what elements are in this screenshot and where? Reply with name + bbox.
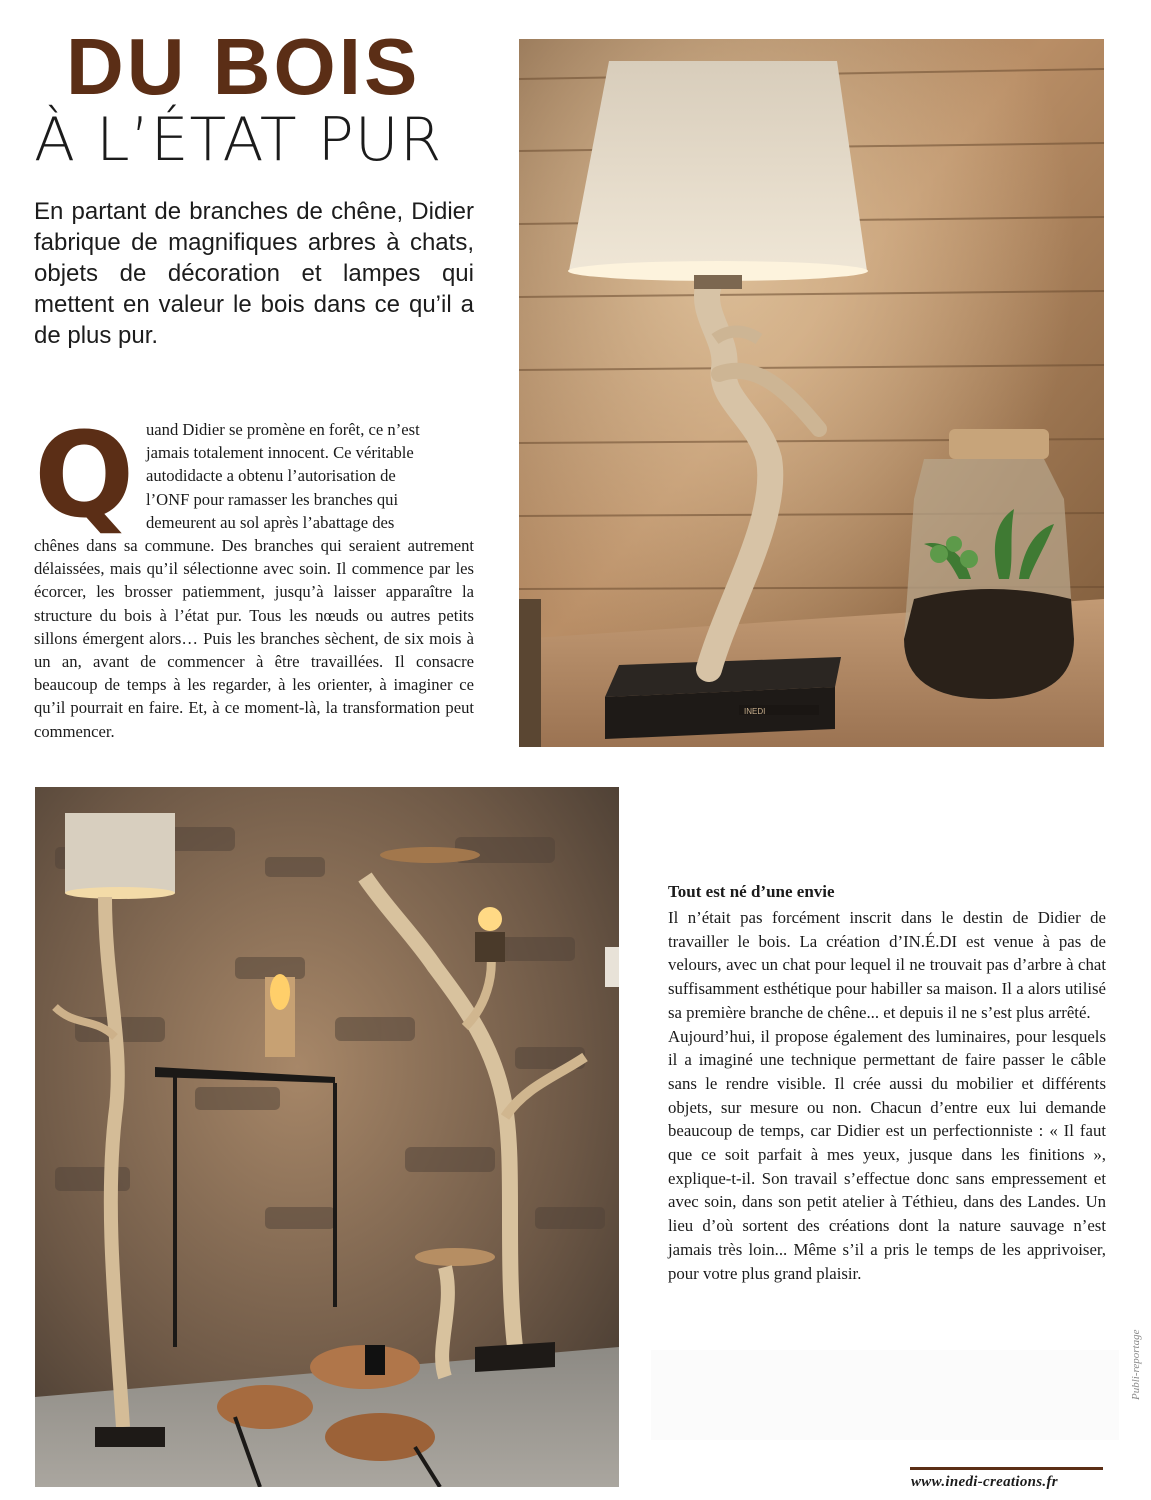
faded-block [651,1350,1119,1440]
paragraph: Il n’était pas forcément inscrit dans le destin de Didier de travailler le bois. La création d’IN.É.DI est venue à pas de velours, avec un chat pour lequel il ne trouvait pas d’arbre à chat suffisamment esthétique pour habiller sa maison. Il a alors utilisé sa première branche de chêne... et depuis il ne s’est plus arrêté. [668,908,1106,1022]
article-rest: chênes dans sa commune. Des branches qui seraient autrement délaissées, mais qu’il sélectionne avec soin. Il commence par les écorcer, les brosser patiemment, jusqu’à laisser apparaître la structure du bois à l’état pur. Tous les nœuds ou autres petits sillons émergent alors… Puis les branches sèchent, de six mois à un an, avant de commencer à être travaillées. Il consacre beaucoup de temps à les regarder, à les orienter, à imaginer ce qu’il pourrait en faire. Et, à ce moment-là, la transformation peut commencer. [34,536,474,741]
drop-cap: Q [34,406,135,544]
footer-divider [910,1467,1103,1470]
article-line: uand Didier se promène en forêt, ce n’est [146,420,420,439]
article-body-2 [668,906,1106,1285]
section-heading: Tout est né d’une envie [668,882,835,901]
article-line: l’ONF pour ramasser les branches qui [146,489,399,509]
page-subtitle: À L’ÉTAT PUR [34,105,443,175]
article-line: demeurent au sol après l’abattage des [146,512,395,532]
showroom-photo [35,787,619,1487]
intro-paragraph: En partant de branches de chêne, Didier fabrique de magnifiques arbres à chats, objets de décoration et lampes qui mettent en valeur le bois dans ce qu’il a de plus pur. [34,198,474,349]
article-body-1 [34,406,474,743]
website-link[interactable]: www.inedi-creations.fr [911,1474,1058,1490]
page-title: DU BOIS [66,22,421,111]
lamp-photo [519,39,1104,747]
lamp-brand-label: INEDI [744,707,766,716]
paragraph: Aujourd’hui, il propose également des luminaires, pour lesquels il a imaginé une technique permettant de faire passer le câble sans le rendre visible. Il crée aussi du mobilier et différents objets, sur mesure ou non. Chacun d’entre eux lui demande beaucoup de temps, car Didier est un perfectionniste : « Il faut que ce soit parfait à mes yeux, jusque dans les finitions », explique-t-il. Son travail s’effectue donc sans empressement et avec soin, dans son petit atelier à Téthieu, dans des Landes. Un lieu d’où sortent des créations dont la nature sauvage n’est jamais très loin... Même s’il a pris le temps de les apprivoiser, pour votre plus grand plaisir. [668,1026,1106,1283]
publi-reportage-tag: Publi-reportage [1130,1329,1142,1400]
article-line: jamais totalement innocent. Ce véritable [146,443,414,463]
article-line: autodidacte a obtenu l’autorisation de [146,466,396,486]
